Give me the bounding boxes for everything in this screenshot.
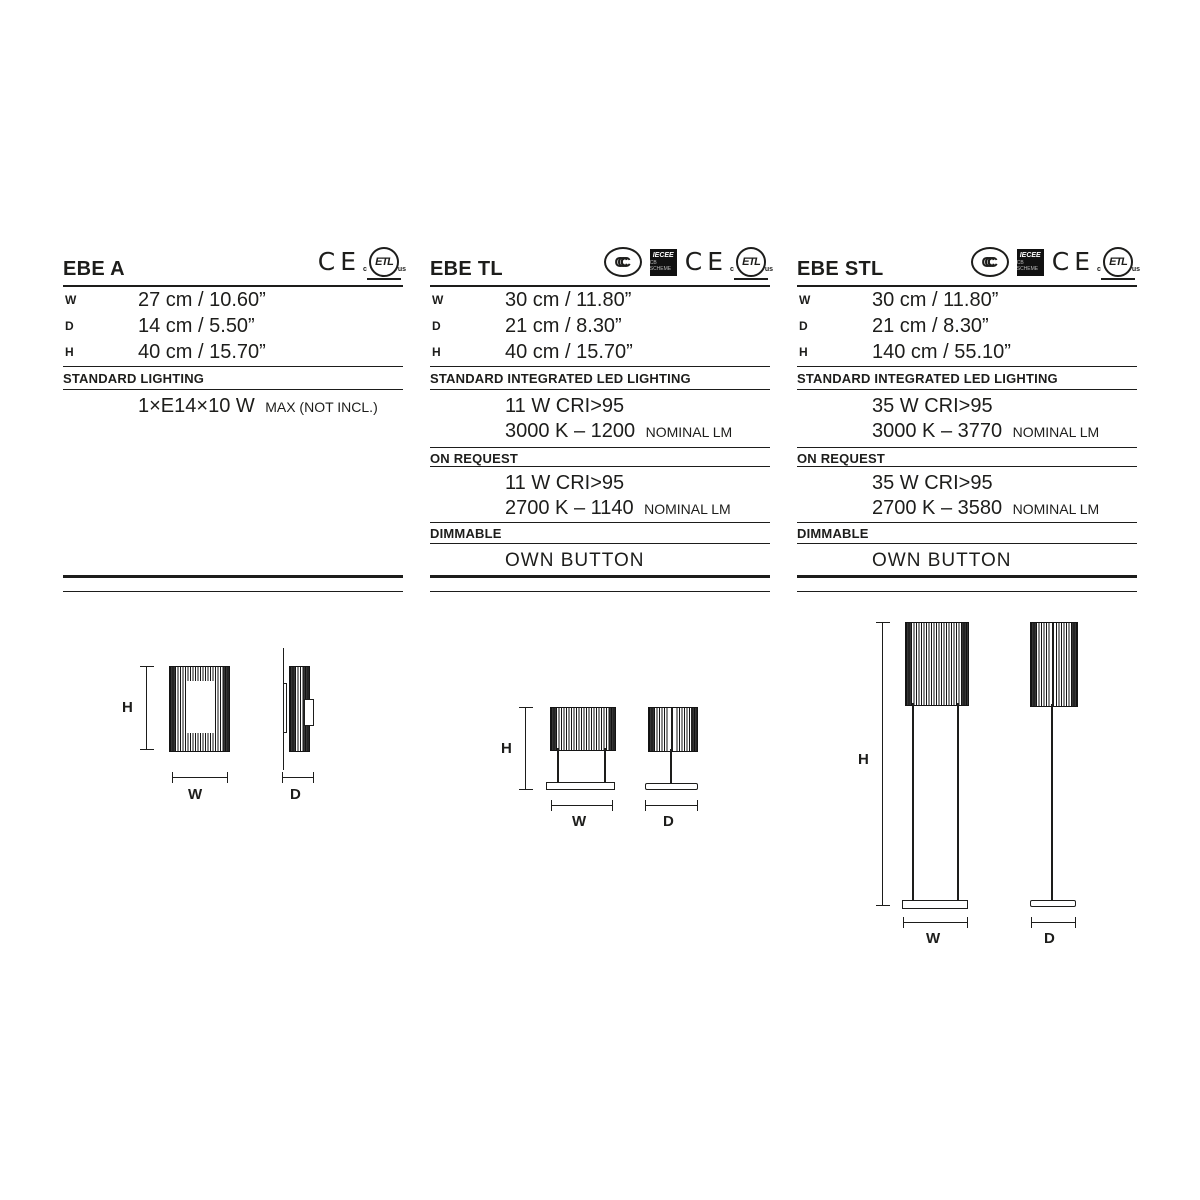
ebe-tl-hdim-cap-top: [519, 707, 533, 708]
bulb-spec-note: MAX (NOT INCL.): [265, 399, 378, 415]
ebe-tl-hdim-cap-bottom: [519, 789, 533, 790]
ebe-stl-front-shade: [905, 622, 969, 706]
height-label: H: [432, 345, 441, 359]
ccc-mark-icon: CCC: [604, 247, 642, 277]
ebe-a-front-window: [187, 681, 214, 733]
ebe-a-hdim-line: [146, 666, 147, 750]
section-rule: [797, 389, 1137, 390]
ebe-stl-side-pole-upper: [1052, 623, 1054, 706]
section-rule: [797, 466, 1137, 467]
ebe-a-ddim-line: [282, 777, 314, 778]
ebe-a-wdim-label: W: [188, 786, 203, 803]
width-value: 30 cm / 11.80”: [505, 289, 632, 311]
product-column-ebe-stl: [797, 0, 1140, 1200]
section-rule: [430, 447, 770, 448]
section-rule: [430, 389, 770, 390]
iecee-mark-icon: IECEE CB SCHEME: [1017, 249, 1044, 276]
width-label: W: [799, 293, 811, 307]
footer-rule-thin: [797, 591, 1137, 592]
on-request-header: ON REQUEST: [797, 451, 885, 466]
etl-mark-icon: ETL c us: [369, 247, 399, 277]
section-rule: [430, 522, 770, 523]
ebe-tl-hdim-label: H: [501, 740, 512, 757]
ebe-stl-side-shade: [1030, 622, 1078, 707]
section-rule: [63, 389, 403, 390]
ebe-a-front-view-shade: [169, 666, 230, 752]
ebe-tl-side-shade: [648, 707, 698, 752]
standard-led-line1: 11 W CRI>95: [505, 395, 625, 417]
footer-rule-thick: [63, 575, 403, 578]
dimension-row-width: [430, 287, 770, 313]
width-label: W: [432, 293, 444, 307]
ebe-tl-front-post-right: [604, 748, 606, 784]
certification-icons: [317, 247, 406, 277]
standard-lighting-header: STANDARD LIGHTING: [63, 371, 205, 386]
dimension-row-depth: [63, 313, 403, 339]
on-request-line1: 35 W CRI>95: [872, 472, 993, 494]
product-title: EBE TL: [430, 258, 503, 280]
section-rule: [430, 366, 770, 367]
dimension-row-depth: [797, 313, 1137, 339]
depth-label: D: [799, 319, 808, 333]
section-rule: [797, 447, 1137, 448]
footer-rule-thin: [430, 591, 770, 592]
height-label: H: [65, 345, 74, 359]
ebe-tl-ddim-cap-right: [697, 800, 698, 811]
width-value: 27 cm / 10.60”: [138, 289, 266, 311]
etl-underline: [1101, 278, 1135, 280]
ce-mark-icon: CE: [317, 247, 361, 276]
ebe-tl-side-base: [645, 783, 698, 790]
product-column-ebe-tl: [430, 0, 773, 1200]
section-rule: [63, 366, 403, 367]
ebe-stl-front-post-right: [957, 703, 959, 902]
ebe-a-hdim-cap-bottom: [140, 749, 154, 750]
dimension-row-height: [797, 339, 1137, 365]
ebe-a-wdim-cap-right: [227, 772, 228, 783]
ebe-tl-wdim-line: [551, 805, 613, 806]
dimension-row-width: [797, 287, 1137, 313]
ebe-a-bracket-line: [286, 683, 287, 733]
product-title: EBE STL: [797, 258, 884, 280]
section-rule: [797, 522, 1137, 523]
on-request-header: ON REQUEST: [430, 451, 518, 466]
ebe-stl-hdim-cap-top: [876, 622, 890, 623]
ebe-a-hdim-label: H: [122, 699, 133, 716]
ebe-tl-wdim-cap-right: [612, 800, 613, 811]
ebe-stl-wdim-cap-right: [967, 917, 968, 928]
on-request-line2: 2700 K – 3580 NOMINAL LM: [872, 497, 1100, 519]
section-rule: [797, 366, 1137, 367]
product-column-ebe-a: [63, 0, 406, 1200]
dimmable-header: DIMMABLE: [430, 526, 502, 541]
ebe-stl-hdim-cap-bottom: [876, 905, 890, 906]
standard-led-header: STANDARD INTEGRATED LED LIGHTING: [797, 371, 1058, 386]
ce-mark-icon: CE: [684, 247, 728, 276]
ebe-a-side-mount-box: [304, 699, 314, 726]
certification-icons: [604, 247, 773, 277]
width-value: 30 cm / 11.80”: [872, 289, 999, 311]
footer-rule-thin: [63, 591, 403, 592]
ebe-stl-hdim-line: [882, 622, 883, 906]
section-rule: [430, 543, 770, 544]
standard-lighting-value: [138, 394, 378, 419]
ebe-a-bracket-bottom: [283, 732, 287, 733]
section-rule: [797, 543, 1137, 544]
depth-label: D: [432, 319, 441, 333]
ebe-stl-hdim-label: H: [858, 751, 869, 768]
dimension-row-height: [430, 339, 770, 365]
on-request-line2: 2700 K – 1140 NOMINAL LM: [505, 497, 731, 519]
standard-led-header: STANDARD INTEGRATED LED LIGHTING: [430, 371, 691, 386]
ebe-tl-front-shade: [550, 707, 616, 751]
footer-rule-thick: [797, 575, 1137, 578]
ebe-a-wall-line: [283, 648, 284, 770]
footer-rule-thick: [430, 575, 770, 578]
dimmable-value: OWN BUTTON: [872, 550, 1012, 571]
etl-mark-icon: ETL c us: [736, 247, 766, 277]
height-value: 40 cm / 15.70”: [505, 341, 633, 363]
bulb-spec: 1×E14×10 W: [138, 395, 255, 417]
ebe-tl-side-pole: [670, 749, 672, 784]
etl-underline: [734, 278, 768, 280]
on-request-line1: 11 W CRI>95: [505, 472, 625, 494]
width-label: W: [65, 293, 77, 307]
ebe-stl-wdim-label: W: [926, 930, 941, 947]
ebe-tl-ddim-line: [645, 805, 698, 806]
product-title: EBE A: [63, 258, 125, 280]
dimmable-header: DIMMABLE: [797, 526, 869, 541]
standard-led-line2: 3000 K – 3770 NOMINAL LM: [872, 420, 1100, 442]
height-value: 140 cm / 55.10”: [872, 341, 1011, 363]
ebe-stl-ddim-line: [1031, 922, 1076, 923]
ebe-stl-front-base: [902, 900, 968, 909]
ebe-tl-front-base: [546, 782, 615, 790]
ebe-a-wdim-line: [172, 777, 228, 778]
ebe-stl-wdim-line: [903, 922, 968, 923]
depth-value: 14 cm / 5.50”: [138, 315, 255, 337]
dimension-row-width: [63, 287, 403, 313]
ebe-a-ddim-cap-right: [313, 772, 314, 783]
height-label: H: [799, 345, 808, 359]
etl-underline: [367, 278, 401, 280]
iecee-mark-icon: IECEE CB SCHEME: [650, 249, 677, 276]
ebe-tl-side-pole-upper: [671, 708, 673, 751]
ebe-stl-side-base: [1030, 900, 1076, 907]
depth-value: 21 cm / 8.30”: [872, 315, 989, 337]
height-value: 40 cm / 15.70”: [138, 341, 266, 363]
depth-label: D: [65, 319, 74, 333]
depth-value: 21 cm / 8.30”: [505, 315, 622, 337]
ce-mark-icon: CE: [1051, 247, 1095, 276]
ebe-tl-wdim-label: W: [572, 813, 587, 830]
standard-led-line2: 3000 K – 1200 NOMINAL LM: [505, 420, 733, 442]
ebe-tl-front-post-left: [557, 748, 559, 784]
ebe-stl-ddim-label: D: [1044, 930, 1055, 947]
section-rule: [430, 466, 770, 467]
ccc-mark-icon: CCC: [971, 247, 1009, 277]
ebe-stl-ddim-cap-right: [1075, 917, 1076, 928]
dimmable-value: OWN BUTTON: [505, 550, 645, 571]
ebe-a-hdim-cap-top: [140, 666, 154, 667]
ebe-tl-ddim-label: D: [663, 813, 674, 830]
dimension-row-depth: [430, 313, 770, 339]
certification-icons: [971, 247, 1140, 277]
ebe-tl-hdim-line: [525, 707, 526, 790]
ebe-stl-side-pole: [1051, 704, 1053, 901]
ebe-a-ddim-label: D: [290, 786, 301, 803]
etl-mark-icon: ETL c us: [1103, 247, 1133, 277]
ebe-stl-front-post-left: [912, 703, 914, 902]
standard-led-line1: 35 W CRI>95: [872, 395, 993, 417]
dimension-row-height: [63, 339, 403, 365]
